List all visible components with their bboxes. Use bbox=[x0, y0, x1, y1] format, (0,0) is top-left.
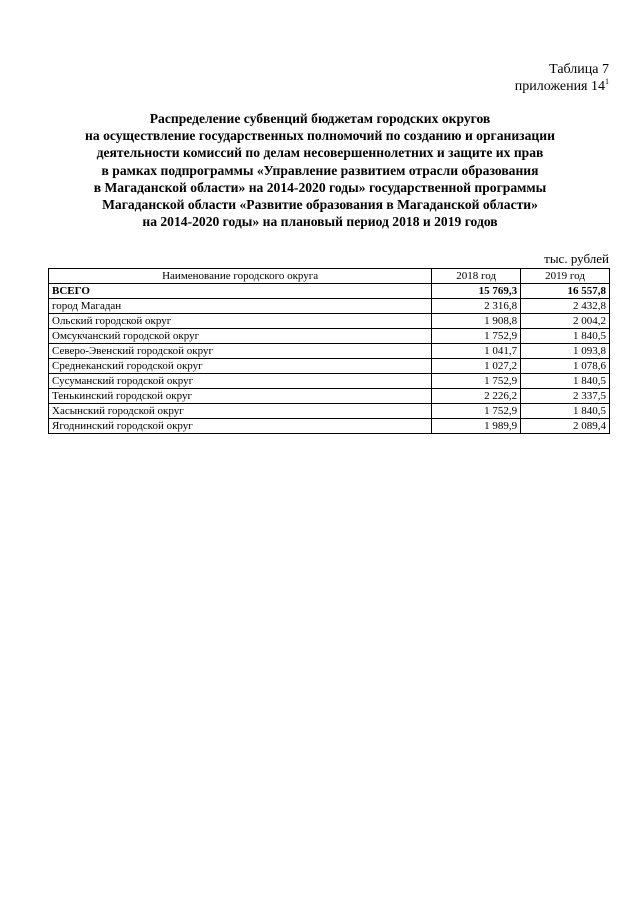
table-header-row bbox=[49, 269, 610, 284]
annex-number-superscript: 1 bbox=[605, 77, 609, 86]
district-name-cell: город Магадан bbox=[49, 299, 432, 314]
value-2018-cell: 2 226,2 bbox=[432, 389, 521, 404]
district-name-cell: Сусуманский городской округ bbox=[49, 374, 432, 389]
total-2019: 16 557,8 bbox=[521, 284, 610, 299]
title-line: Магаданской области «Развитие образования в Магаданской области» bbox=[102, 197, 538, 213]
value-2019-cell: 1 840,5 bbox=[521, 329, 610, 344]
district-name-cell: Ольский городской округ bbox=[49, 314, 432, 329]
table-row bbox=[49, 314, 610, 329]
value-2019-cell: 2 337,5 bbox=[521, 389, 610, 404]
document-title bbox=[30, 110, 610, 230]
value-2019-cell: 2 432,8 bbox=[521, 299, 610, 314]
title-line: в Магаданской области» на 2014-2020 годы» государственной программы bbox=[93, 179, 547, 195]
value-2018-cell: 1 989,9 bbox=[432, 419, 521, 434]
value-2019-cell: 1 840,5 bbox=[521, 404, 610, 419]
table-row bbox=[49, 419, 610, 434]
district-name-cell: Хасынский городской округ bbox=[49, 404, 432, 419]
value-2019-cell: 1 840,5 bbox=[521, 374, 610, 389]
table-row bbox=[49, 329, 610, 344]
value-2019-cell: 1 078,6 bbox=[521, 359, 610, 374]
annex-number-text: приложения 14 bbox=[514, 79, 605, 94]
title-line: на 2014-2020 годы» на плановый период 2018 и 2019 годов bbox=[142, 214, 498, 230]
value-2018-cell: 1 752,9 bbox=[432, 374, 521, 389]
value-2018-cell: 2 316,8 bbox=[432, 299, 521, 314]
district-name-cell: Северо-Эвенский городской округ bbox=[49, 344, 432, 359]
total-row bbox=[49, 284, 610, 299]
units-label: тыс. рублей bbox=[544, 251, 609, 266]
annex-number bbox=[515, 78, 609, 95]
value-2018-cell: 1 752,9 bbox=[432, 329, 521, 344]
header-year-2019: 2019 год bbox=[521, 269, 610, 284]
title-line: в рамках подпрограммы «Управление развитием отрасли образования bbox=[101, 162, 539, 178]
value-2018-cell: 1 908,8 bbox=[432, 314, 521, 329]
value-2019-cell: 2 089,4 bbox=[521, 419, 610, 434]
table-row bbox=[49, 389, 610, 404]
table-row bbox=[49, 404, 610, 419]
value-2019-cell: 1 093,8 bbox=[521, 344, 610, 359]
subventions-table bbox=[48, 268, 610, 434]
title-line: Распределение субвенций бюджетам городских округов bbox=[149, 111, 491, 126]
annex-reference bbox=[515, 61, 609, 95]
title-line: на осуществление государственных полномочий по созданию и организации bbox=[85, 128, 555, 144]
district-name-cell: Омсукчанский городской округ bbox=[49, 329, 432, 344]
value-2019-cell: 2 004,2 bbox=[521, 314, 610, 329]
value-2018-cell: 1 027,2 bbox=[432, 359, 521, 374]
table-row bbox=[49, 359, 610, 374]
district-name-cell: Среднеканский городской округ bbox=[49, 359, 432, 374]
table-row bbox=[49, 344, 610, 359]
district-name-cell: Тенькинский городской округ bbox=[49, 389, 432, 404]
table-row bbox=[49, 374, 610, 389]
title-line: деятельности комиссий по делам несовершеннолетних и защите их прав bbox=[96, 145, 544, 161]
total-2018: 15 769,3 bbox=[432, 284, 521, 299]
header-year-2018: 2018 год bbox=[432, 269, 521, 284]
table-row bbox=[49, 299, 610, 314]
value-2018-cell: 1 041,7 bbox=[432, 344, 521, 359]
header-district-name: Наименование городского округа bbox=[49, 269, 432, 284]
table-number: Таблица 7 bbox=[549, 62, 609, 77]
value-2018-cell: 1 752,9 bbox=[432, 404, 521, 419]
district-name-cell: Ягоднинский городской округ bbox=[49, 419, 432, 434]
total-label: ВСЕГО bbox=[49, 284, 432, 299]
